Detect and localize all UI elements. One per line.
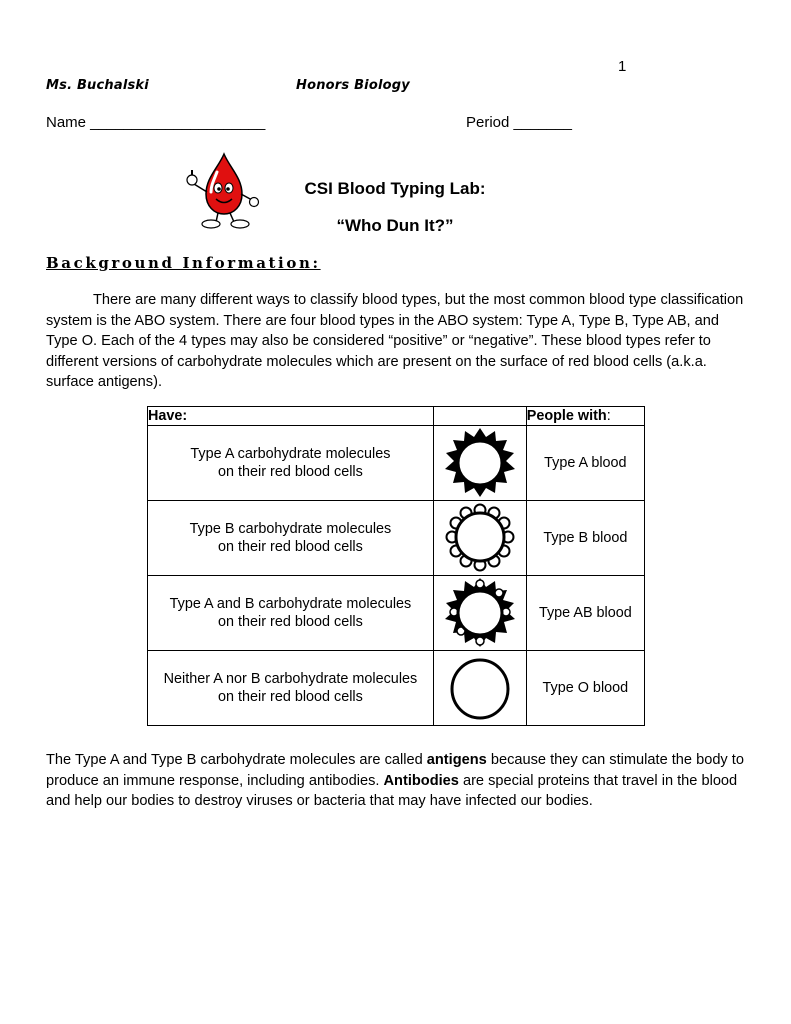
antigens-text-2: because they can stimulate the body to produce an immune response, including antibodies. bbox=[46, 752, 744, 789]
row-line1: Type A carbohydrate molecules bbox=[190, 446, 391, 462]
header-people-colon: : bbox=[606, 408, 611, 424]
row-description bbox=[148, 576, 434, 651]
table-header-row bbox=[148, 407, 645, 426]
background-paragraph: There are many different ways to classify blood types, but the most common blood type classification system is the ABO system. There are four blood types in the ABO system: Type A, Type B, Type AB, and Type O. Each of the 4 types may also be considered “positive” or “negative”. These blood types refer to different versions of carbohydrate molecules which are present on the surface of red blood cells (a.k.a. surface antigens). bbox=[46, 292, 744, 391]
header-have: Have: bbox=[148, 407, 434, 426]
blood-drop-mascot-icon bbox=[184, 152, 264, 232]
row-icon-cell bbox=[433, 576, 526, 651]
table-row bbox=[148, 501, 645, 576]
antigens-paragraph bbox=[46, 750, 746, 812]
antigens-text-1: The Type A and Type B carbohydrate molecules are called bbox=[46, 752, 427, 768]
row-line2: on their red blood cells bbox=[218, 464, 363, 480]
row-result: Type O blood bbox=[526, 651, 644, 726]
type-b-cell-icon bbox=[440, 501, 520, 575]
section-heading bbox=[46, 254, 321, 272]
course-name: Honors Biology bbox=[296, 78, 410, 93]
name-field[interactable]: Name _____________________ bbox=[46, 114, 266, 131]
antigens-term: antigens bbox=[426, 752, 487, 768]
section-heading-text: Background Information: bbox=[46, 254, 321, 272]
table-row bbox=[148, 651, 645, 726]
page-subtitle: “Who Dun It?” bbox=[336, 216, 454, 235]
row-line2: on their red blood cells bbox=[218, 614, 363, 630]
row-icon-cell bbox=[433, 651, 526, 726]
row-result: Type B blood bbox=[526, 501, 644, 576]
table-row bbox=[148, 426, 645, 501]
row-line1: Type B carbohydrate molecules bbox=[189, 521, 392, 537]
type-a-cell-icon bbox=[440, 426, 520, 500]
header-people bbox=[526, 407, 644, 426]
row-line2: on their red blood cells bbox=[218, 689, 363, 705]
row-description bbox=[148, 501, 434, 576]
antibodies-term: Antibodies bbox=[383, 772, 459, 789]
type-o-cell-icon bbox=[440, 655, 520, 721]
teacher-name: Ms. Buchalski bbox=[46, 78, 149, 93]
header-people-text: People with bbox=[526, 408, 607, 424]
row-line2: on their red blood cells bbox=[218, 539, 363, 555]
row-line1: Neither A nor B carbohydrate molecules bbox=[163, 671, 418, 687]
row-result: Type A blood bbox=[526, 426, 644, 501]
antigens-text-3: are special proteins that travel in the blood and help our bodies to destroy viruses or bacteria that may have infected our bodies. bbox=[46, 772, 738, 810]
row-description bbox=[148, 426, 434, 501]
table-row bbox=[148, 576, 645, 651]
row-icon-cell bbox=[433, 426, 526, 501]
page-title: CSI Blood Typing Lab: bbox=[304, 179, 486, 198]
row-result: Type AB blood bbox=[526, 576, 644, 651]
row-description bbox=[148, 651, 434, 726]
header-blank bbox=[433, 407, 526, 426]
row-icon-cell bbox=[433, 501, 526, 576]
period-field[interactable]: Period _______ bbox=[466, 114, 572, 131]
type-ab-cell-icon bbox=[440, 576, 520, 650]
blood-type-table bbox=[147, 406, 645, 726]
page-number: 1 bbox=[618, 58, 627, 75]
row-line1: Type A and B carbohydrate molecules bbox=[169, 596, 412, 612]
